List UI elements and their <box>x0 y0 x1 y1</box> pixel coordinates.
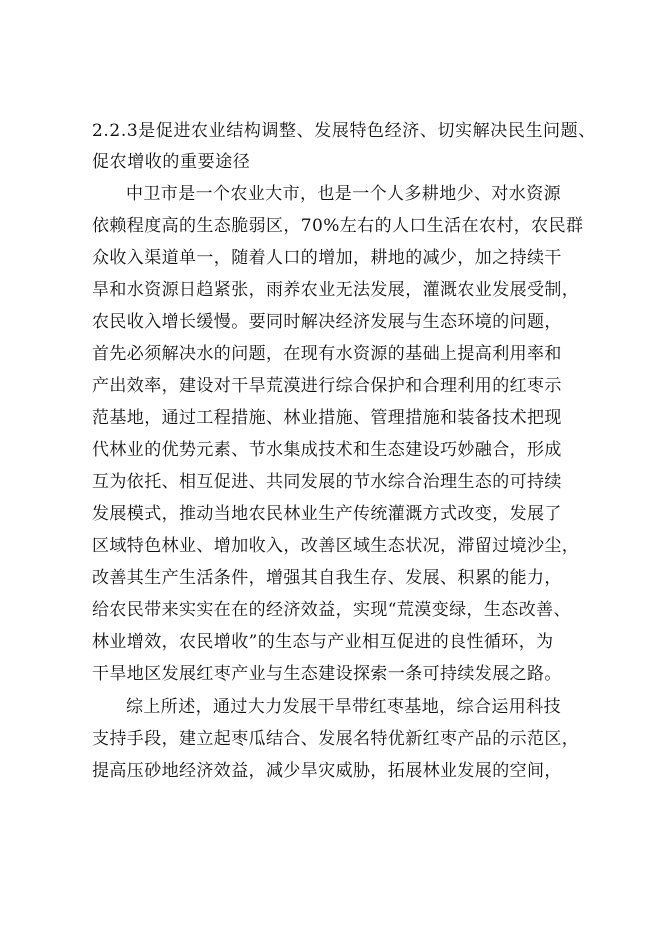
paragraph-1-line-14: 给农民带来实实在在的经济效益，实现“荒漠变绿，生态改善、 <box>92 600 571 620</box>
paragraph-2-line-1: 综上所述，通过大力发展干旱带红枣基地，综合运用科技 <box>126 697 561 717</box>
paragraph-1-line-11: 发展模式，推动当地农民林业生产传统灌溉方式改变，发展了 <box>92 504 562 524</box>
paragraph-1-line-12: 区域特色林业、增加收入，改善区域生态状况，滞留过境沙尘， <box>92 536 580 556</box>
paragraph-1-line-16: 干旱地区发展红枣产业与生态建设探索一条可持续发展之路。 <box>92 664 562 684</box>
paragraph-1-line-8: 范基地，通过工程措施、林业措施、管理措施和装备技术把现 <box>92 408 562 428</box>
paragraph-1-line-7: 产出效率，建设对干旱荒漠进行综合保护和合理利用的红枣示 <box>92 376 562 396</box>
paragraph-1-line-5: 农民收入增长缓慢。要同时解决经济发展与生态环境的问题， <box>92 312 562 332</box>
paragraph-1-line-10: 互为依托、相互促进、共同发展的节水综合治理生态的可持续 <box>92 472 562 492</box>
paragraph-1-line-13: 改善其生产生活条件，增强其自我生存、发展、积累的能力， <box>92 568 562 588</box>
section-heading-line-2: 促农增收的重要途径 <box>92 152 251 172</box>
paragraph-1-line-15: 林业增效，农民增收”的生态与产业相互促进的良性循环，为 <box>92 632 554 652</box>
paragraph-2-line-3: 提高压砂地经济效益，减少旱灾威胁，拓展林业发展的空间， <box>92 761 562 781</box>
paragraph-1-line-4: 旱和水资源日趋紧张，雨养农业无法发展，灌溉农业发展受制， <box>92 280 580 300</box>
paragraph-1-line-1: 中卫市是一个农业大市，也是一个人多耕地少、对水资源 <box>126 184 561 204</box>
paragraph-1-line-3: 众收入渠道单一，随着人口的增加，耕地的减少，加之持续干 <box>92 248 562 268</box>
paragraph-1-line-6: 首先必须解决水的问题，在现有水资源的基础上提高利用率和 <box>92 344 562 364</box>
paragraph-1-line-9: 代林业的优势元素、节水集成技术和生态建设巧妙融合，形成 <box>92 440 562 460</box>
paragraph-2-line-2: 支持手段，建立起枣瓜结合、发展名特优新红枣产品的示范区， <box>92 729 580 749</box>
paragraph-1-line-2: 依赖程度高的生态脆弱区，70%左右的人口生活在农村，农民群 <box>92 216 584 236</box>
section-heading-line-1: 2.2.3是促进农业结构调整、发展特色经济、切实解决民生问题、 <box>92 121 596 141</box>
